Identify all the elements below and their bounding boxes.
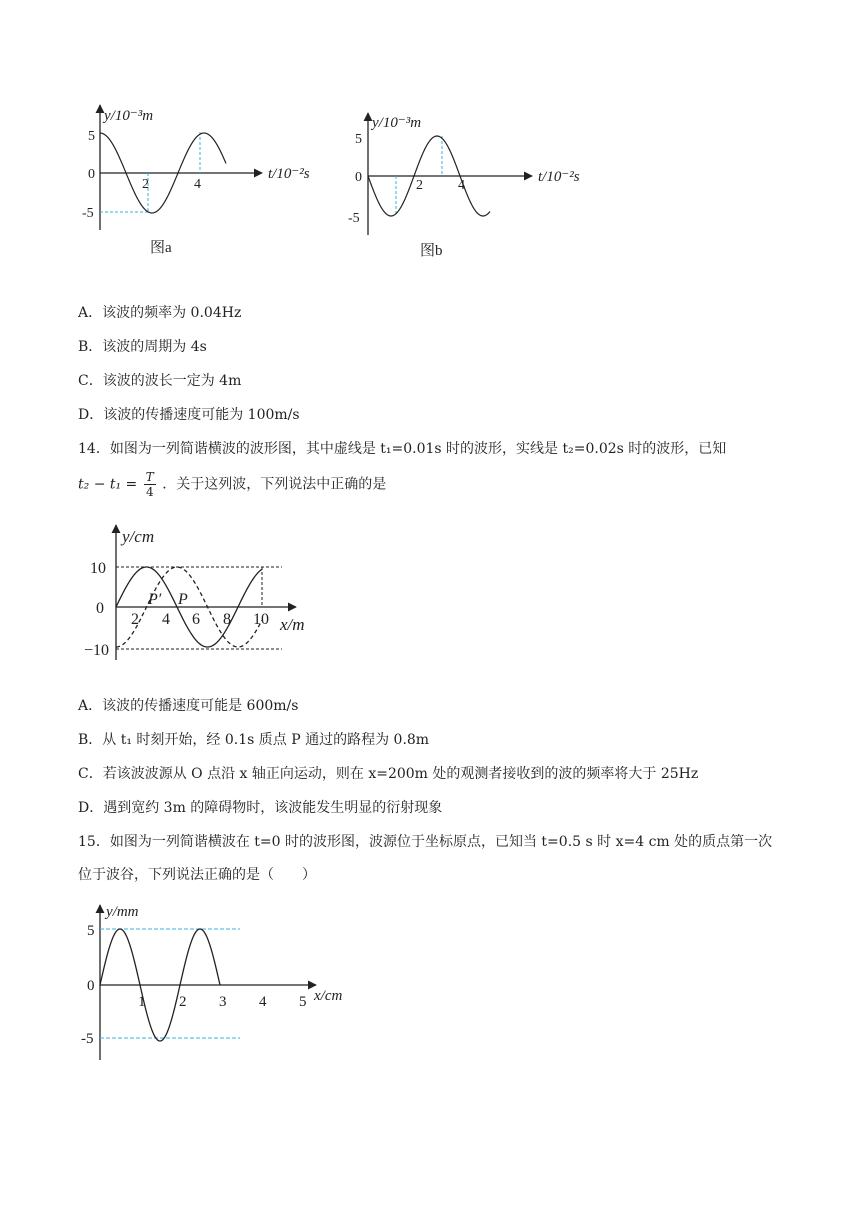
- tick-y-0: 0: [355, 170, 362, 185]
- tick-x-2: 2: [416, 178, 423, 193]
- figure-b: [340, 105, 600, 275]
- figure-q15: [78, 900, 368, 1070]
- tick-x-10: 10: [253, 611, 269, 628]
- q14-option-c: C．若该波波源从 O 点沿 x 轴正向运动，则在 x=200m 处的观测者接收到的波的频率将大于 25Hz: [78, 766, 699, 782]
- point-p: P: [178, 591, 188, 608]
- x-axis-label: t/10⁻²s: [538, 169, 580, 185]
- tick-x-2: 2: [179, 994, 187, 1010]
- q14-option-d: D．遇到宽约 3m 的障碍物时，该波能发生明显的衍射现象: [78, 800, 443, 816]
- q14-formula-fraction: [144, 470, 156, 499]
- tick-y-neg5: -5: [348, 211, 360, 226]
- figure-a: [80, 100, 330, 270]
- y-axis-label: y/cm: [122, 527, 155, 546]
- tick-y-0: 0: [87, 978, 95, 994]
- tick-y-0: 0: [88, 167, 95, 182]
- tick-y-neg5: -5: [82, 206, 94, 221]
- caption-a: 图a: [150, 240, 172, 256]
- tick-x-6: 6: [192, 611, 200, 628]
- tick-y-10: 10: [90, 560, 106, 577]
- x-axis-label: x/m: [280, 615, 305, 634]
- tick-y-neg10: −10: [84, 642, 110, 659]
- tick-x-4: 4: [162, 611, 170, 628]
- q13-option-a: A．该波的频率为 0.04Hz: [78, 305, 242, 321]
- tick-y-5: 5: [87, 923, 95, 939]
- x-axis-label: x/cm: [314, 988, 343, 1004]
- q15-stem-line2: 位于波谷，下列说法正确的是（ ）: [78, 867, 316, 883]
- q13-option-d: D．该波的传播速度可能为 100m/s: [78, 407, 300, 423]
- tick-x-4: 4: [194, 177, 201, 192]
- y-axis-label: y/10⁻³m: [104, 108, 154, 124]
- q14-formula-left: t₂ − t₁ =: [78, 476, 138, 493]
- tick-y-5: 5: [355, 132, 362, 147]
- figure-q14: [78, 520, 358, 680]
- y-axis-label: y/10⁻³m: [372, 115, 422, 131]
- q15-stem-line1: 15．如图为一列简谐横波在 t=0 时的波形图，波源位于坐标原点，已知当 t=0.5 s 时 x=4 cm 处的质点第一次: [78, 834, 773, 850]
- y-axis-label: y/mm: [106, 904, 139, 920]
- tick-x-3: 3: [219, 994, 227, 1010]
- q14-option-a: A．该波的传播速度可能是 600m/s: [78, 698, 299, 714]
- q14-stem-tail: ．关于这列波，下列说法中正确的是: [162, 476, 387, 493]
- point-p-prime: P′: [148, 591, 162, 608]
- tick-x-4: 4: [259, 994, 267, 1010]
- tick-x-2: 2: [142, 177, 149, 192]
- x-axis-label: t/10⁻²s: [268, 166, 310, 182]
- tick-y-0: 0: [96, 600, 104, 617]
- tick-x-4: 4: [458, 178, 465, 193]
- q14-formula-den: 4: [145, 485, 154, 499]
- tick-x-1: 1: [138, 994, 146, 1010]
- q14-stem-line2: [78, 470, 386, 499]
- tick-x-5: 5: [299, 994, 307, 1010]
- tick-y-5: 5: [88, 129, 95, 144]
- q14-formula-num: T: [145, 470, 154, 484]
- tick-x-8: 8: [223, 611, 231, 628]
- q13-option-b: B．该波的周期为 4s: [78, 339, 207, 355]
- caption-b: 图b: [420, 243, 443, 259]
- tick-x-2: 2: [131, 611, 139, 628]
- q14-stem-line1: 14．如图为一列简谐横波的波形图，其中虚线是 t₁=0.01s 时的波形，实线是 t₂=0.02s 时的波形，已知: [78, 441, 727, 457]
- q13-option-c: C．该波的波长一定为 4m: [78, 373, 242, 389]
- q14-option-b: B．从 t₁ 时刻开始，经 0.1s 质点 P 通过的路程为 0.8m: [78, 732, 430, 748]
- tick-y-neg5: -5: [81, 1031, 94, 1047]
